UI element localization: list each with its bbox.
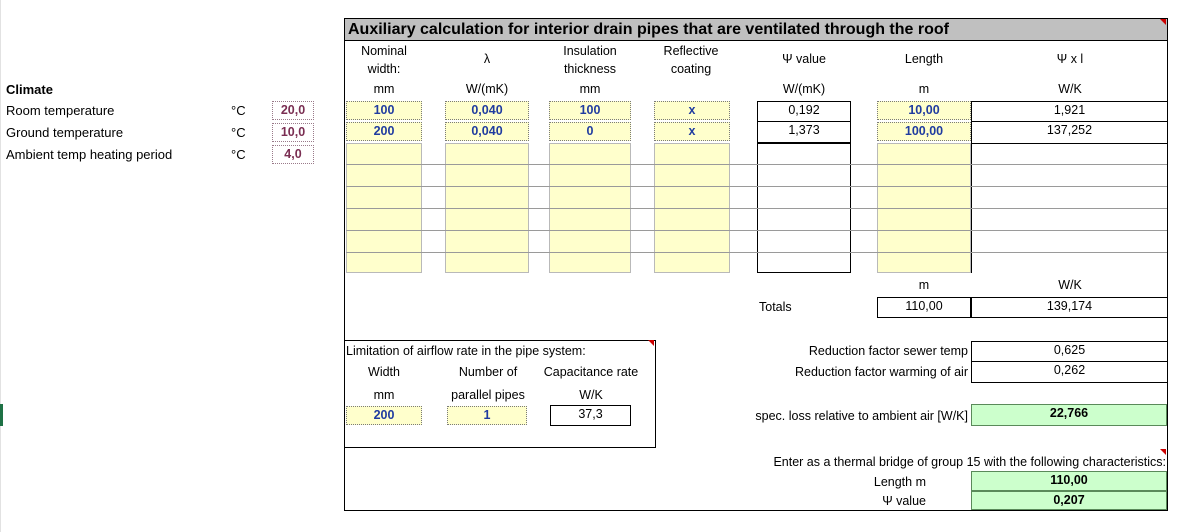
air-reduction-value: 0,262	[971, 361, 1167, 383]
row1-psil-value: 1,921	[971, 101, 1167, 122]
header-insulation	[548, 42, 632, 78]
airflow-col2-unit: parallel pipes	[451, 388, 525, 402]
totals-label: Totals	[759, 300, 792, 314]
totals-unit-psil: W/K	[1058, 278, 1082, 292]
row-divider	[346, 252, 1167, 253]
airflow-col1-unit: mm	[373, 388, 395, 402]
row2-length-input[interactable]: 100,00	[877, 122, 971, 141]
airflow-col1-head: Width	[368, 365, 400, 379]
row2-insulation-input[interactable]: 0	[549, 122, 631, 141]
airflow-width-input[interactable]: 200	[346, 406, 422, 425]
row-divider	[346, 164, 1167, 165]
airflow-col3-head: Capacitance rate	[543, 365, 639, 379]
unit-psi-x-l: W/K	[1058, 82, 1082, 96]
row2-width-input[interactable]: 200	[346, 122, 422, 141]
thermal-bridge-length-value: 110,00	[971, 471, 1167, 491]
ambient-temp-input[interactable]: 4,0	[272, 145, 314, 164]
header-nominal-width-line2: width:	[367, 62, 401, 76]
thermal-bridge-psi-label: Ψ value	[882, 494, 926, 508]
thermal-bridge-title: Enter as a thermal bridge of group 15 with the following characteristics:	[773, 455, 1166, 469]
unit-length: m	[918, 82, 930, 96]
room-temperature-input[interactable]: 20,0	[272, 101, 314, 120]
totals-unit-length: m	[918, 278, 930, 292]
row1-insulation-input[interactable]: 100	[549, 101, 631, 120]
row-divider	[346, 230, 1167, 231]
unit-nominal-width: mm	[373, 82, 395, 96]
sheet-gridline	[0, 0, 1, 532]
sewer-reduction-label: Reduction factor sewer temp	[808, 344, 968, 358]
air-reduction-label: Reduction factor warming of air	[795, 365, 968, 379]
header-reflective-line1: Reflective	[663, 44, 719, 58]
ground-temperature-label: Ground temperature	[6, 125, 124, 140]
row1-psi-value: 0,192	[757, 101, 851, 122]
active-row-marker	[0, 404, 3, 426]
thermal-bridge-psi-value: 0,207	[971, 491, 1167, 510]
header-reflective	[652, 42, 730, 78]
row2-psil-value: 137,252	[971, 121, 1167, 143]
totals-length-value: 110,00	[877, 297, 971, 318]
unit-psi: W/(mK)	[782, 82, 826, 96]
comment-marker	[648, 340, 654, 346]
row2-psi-value: 1,373	[757, 121, 851, 143]
airflow-col2-head: Number of	[458, 365, 518, 379]
airflow-capacitance-value: 37,3	[550, 405, 631, 426]
row2-reflective-input[interactable]: x	[654, 122, 730, 141]
row-divider	[346, 186, 1167, 187]
climate-heading: Climate	[6, 82, 53, 97]
row1-reflective-input[interactable]: x	[654, 101, 730, 120]
spec-loss-label: spec. loss relative to ambient air [W/K]	[755, 409, 968, 423]
header-psi-value: Ψ value	[782, 52, 826, 66]
room-temperature-label: Room temperature	[6, 103, 115, 118]
sewer-reduction-value: 0,625	[971, 341, 1167, 362]
row1-lambda-input[interactable]: 0,040	[445, 101, 529, 120]
header-insulation-line2: thickness	[563, 62, 617, 76]
row-divider	[346, 208, 1167, 209]
ground-temperature-input[interactable]: 10,0	[272, 123, 314, 142]
header-psi-x-l: Ψ x l	[1056, 52, 1084, 66]
header-lambda: λ	[483, 52, 491, 66]
unit-insulation: mm	[579, 82, 601, 96]
spec-loss-value: 22,766	[971, 404, 1167, 426]
ambient-temp-unit: °C	[231, 147, 246, 162]
airflow-pipes-input[interactable]: 1	[447, 406, 527, 425]
header-nominal-width-line1: Nominal	[361, 44, 407, 58]
header-length: Length	[904, 52, 944, 66]
room-temperature-unit: °C	[231, 103, 246, 118]
row2-lambda-input[interactable]: 0,040	[445, 122, 529, 141]
row1-width-input[interactable]: 100	[346, 101, 422, 120]
header-insulation-line1: Insulation	[563, 44, 617, 58]
airflow-title: Limitation of airflow rate in the pipe system:	[346, 344, 586, 358]
page-title: Auxiliary calculation for interior drain pipes that are ventilated through the roof	[348, 21, 949, 38]
unit-lambda: W/(mK)	[465, 82, 509, 96]
comment-marker	[1160, 19, 1166, 25]
ambient-temp-label: Ambient temp heating period	[6, 147, 173, 162]
thermal-bridge-length-label: Length m	[873, 475, 926, 489]
header-nominal-width	[346, 42, 422, 78]
totals-psil-value: 139,174	[971, 297, 1167, 318]
row1-length-input[interactable]: 10,00	[877, 101, 971, 120]
ground-temperature-unit: °C	[231, 125, 246, 140]
airflow-col3-unit: W/K	[579, 388, 603, 402]
header-reflective-line2: coating	[670, 62, 712, 76]
